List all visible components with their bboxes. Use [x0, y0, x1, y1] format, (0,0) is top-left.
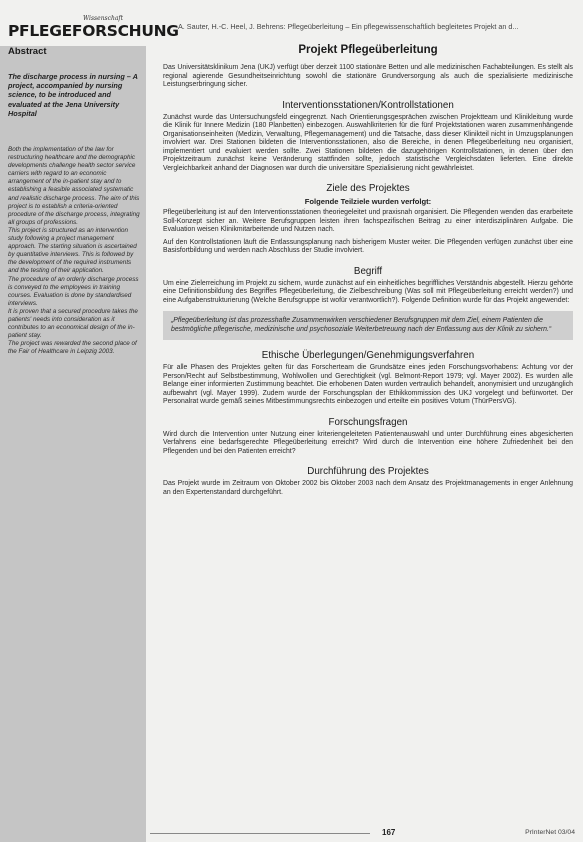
journal-name: PFLEGEFORSCHUNG	[8, 22, 179, 40]
abstract-heading: Abstract	[8, 46, 47, 57]
abstract-body	[8, 146, 142, 356]
journal-tag: Wissenschaft	[83, 15, 124, 22]
section-paragraph: Auf den Kontrollstationen läuft die Entlassungsplanung nach bisherigem Muster weiter. Die Pflegenden verfügen zunächst über eine Basisfortbildung und werden nach Abschluss der Studie involviert.	[163, 238, 573, 254]
definition-quote: „Pflegeüberleitung ist das prozesshafte Zusammenwirken verschiedener Berufsgruppen mit dem Ziel, einem Patienten die bestmögliche pflegerische, medizinische und psychosoziale Weiterbetreuung nach der Entlassung aus der Klinik zu sichern.“	[163, 311, 573, 340]
abstract-paragraph: The procedure of an orderly discharge process is conveyed to the employees in training courses. Evaluation is done by standardised interviews.	[8, 275, 139, 307]
abstract-paragraph: The project was rewarded the second place of the Fair of Healthcare in Leipzig 2003.	[8, 340, 137, 356]
article-body	[163, 44, 573, 501]
running-head: A. Sauter, H.-C. Heel, J. Behrens: Pflegeüberleitung – Ein pflegewissenschaftlich begleitetes Projekt an d...	[178, 22, 519, 31]
section-paragraph: Für alle Phasen des Projektes gelten für das Forscherteam die Grundsätze eines jeden Forschungsvorhabens: Achtung vor der Person/Recht auf Selbstbestimmung, Wohlwollen und Gerechtigkeit (vgl. Belmont-Report 1979; vgl. Mayer 2002). Es wurden alle Belange einer informierten Zustimmung beachtet. Die erhobenen Daten wurden vertraulich behandelt, anonymisiert und unzugänglich aufbewahrt (vgl. Mayer 1999). Zudem wurde der Forschungsplan der Ethikkommission des UKJ vorgelegt und befürwortet. Der Personalrat wurde gemäß seines Mitbestimmungsrechts einbezogen und erteilte ein positives Votum (ThürPersVG).	[163, 364, 573, 406]
section-heading: Ziele des Projektes	[326, 183, 410, 194]
page-number: 167	[382, 828, 396, 837]
section-paragraph: Zunächst wurde das Untersuchungsfeld eingegrenzt. Nach Orientierungsgesprächen zwischen Projektteam und Klinikleitung wurde die Klinik für Innere Medizin (180 Planbetten) einbezogen. Auswahlkriterien für die fünf Projektstationen waren zusammenhängende Organisationseinheiten (Medizin, Verwaltung, Pflegemanagement) und die Tatsache, dass dieser Klinikteil nicht in Umzugsplanungen involviert war. Drei Stationen bildeten die Interventionsstationen, also die Bereiche, in denen Pflegeüberleitung neu organisiert, implementiert und evaluiert werden sollte. Zwei Stationen bildeten die dazugehörigen Kontrollstationen, in denen über den Projektzeitraum zunächst keine Veränderung stattfinden sollte, jedoch statistische Vergleichsdaten lieferten. Eine direkte Vergleichbarkeit anhand der Diagnosen war durch die universitäre Spezialisierung nicht gewährleistet.	[163, 113, 573, 172]
section-paragraph: Wird durch die Intervention unter Nutzung einer kriteriengeleiteten Patientenauswahl und unter Durchführung eines abgesicherten Verfahrens eine bedarfsgerechte Pflegeüberleitung erreicht? Wird durch die Intervention eine höhere Zufriedenheit bei den Pflegenden und bei den Patienten erreicht?	[163, 430, 573, 455]
article-title: Projekt Pflegeüberleitung	[298, 44, 438, 56]
section-heading: Durchführung des Projektes	[307, 466, 429, 478]
section-paragraph: Um eine Zielerreichung im Projekt zu sichern, wurde zunächst auf ein einheitliches begriffliches Verständnis abgestellt. Hierzu gehörte eine Definitionsbildung des Begriffes Pflegeüberleitung, die Zielbeschreibung (Was soll mit Pflegeüberleitung erreicht werden?) und eine Aufgabenstrukturierung (Welche Berufsgruppe ist wofür verantwortlich?). Folgende Definition wurde für das Projekt angewendet:	[163, 279, 573, 304]
abstract-paragraph: Both the implementation of the law for restructuring healthcare and the demographic developments challenge health sector service carriers with regard to an economic arrangement of the in-patient stay and to establishing a feasible associated systematic and realistic discharge process. The aim of this project is to establish a criteria-oriented procedure of the discharge process, integrating all groups of professions.	[8, 146, 140, 226]
footer-rule	[150, 833, 370, 834]
section-heading: Forschungsfragen	[328, 416, 408, 428]
abstract-paragraph: This project is structured as an intervention study following a project management approach. The starting situation is ascertained by quantitative interviews. This is followed by the development of the required instruments and the testing of their application.	[8, 226, 137, 275]
page-footer	[150, 829, 575, 839]
section-paragraph: Das Projekt wurde im Zeitraum von Oktober 2002 bis Oktober 2003 nach dem Ansatz des Projektmanagements in enger Anlehnung an den Expertenstandard durchgeführt.	[163, 480, 573, 496]
footer-journal: PrInterNet 03/04	[525, 829, 575, 836]
journal-logo	[8, 15, 179, 40]
section-paragraph: Pflegeüberleitung ist auf den Interventionsstationen theoriegeleitet und praxisnah organisiert. Die Pflegenden wenden das erarbeitete Soll-Konzept sicher an. Weitere Berufsgruppen leisten ihren fachspezifischen Beitrag zu einer interdisziplinären Aufgabe. Die Evaluation weisen Klinikmitarbeitende und Nutzen nach.	[163, 209, 573, 233]
intro-paragraph: Das Universitätsklinikum Jena (UKJ) verfügt über derzeit 1100 stationäre Betten und alle medizinischen Fachabteilungen. Es stellt als regional agierende Gesundheitseinrichtung sowohl die stationäre Grundversorgung als auch die spezialisierte medizinische Leistungserbringung sicher.	[163, 64, 573, 88]
section-heading: Begriff	[353, 265, 383, 277]
section-heading: Interventionsstationen/Kontrollstationen	[282, 99, 454, 111]
abstract-lead: The discharge process in nursing – A project, accompanied by nursing science, to be introduced and evaluated at the Jena University Hospital	[8, 72, 138, 118]
section-heading: Ethische Überlegungen/Genehmigungsverfahren	[261, 350, 475, 362]
section-subheading: Folgende Teilziele wurden verfolgt:	[304, 197, 432, 206]
abstract-paragraph: It is proven that a secured procedure takes the patients' needs into consideration as it contributes to an economical design of the in-patient stay.	[8, 307, 138, 340]
